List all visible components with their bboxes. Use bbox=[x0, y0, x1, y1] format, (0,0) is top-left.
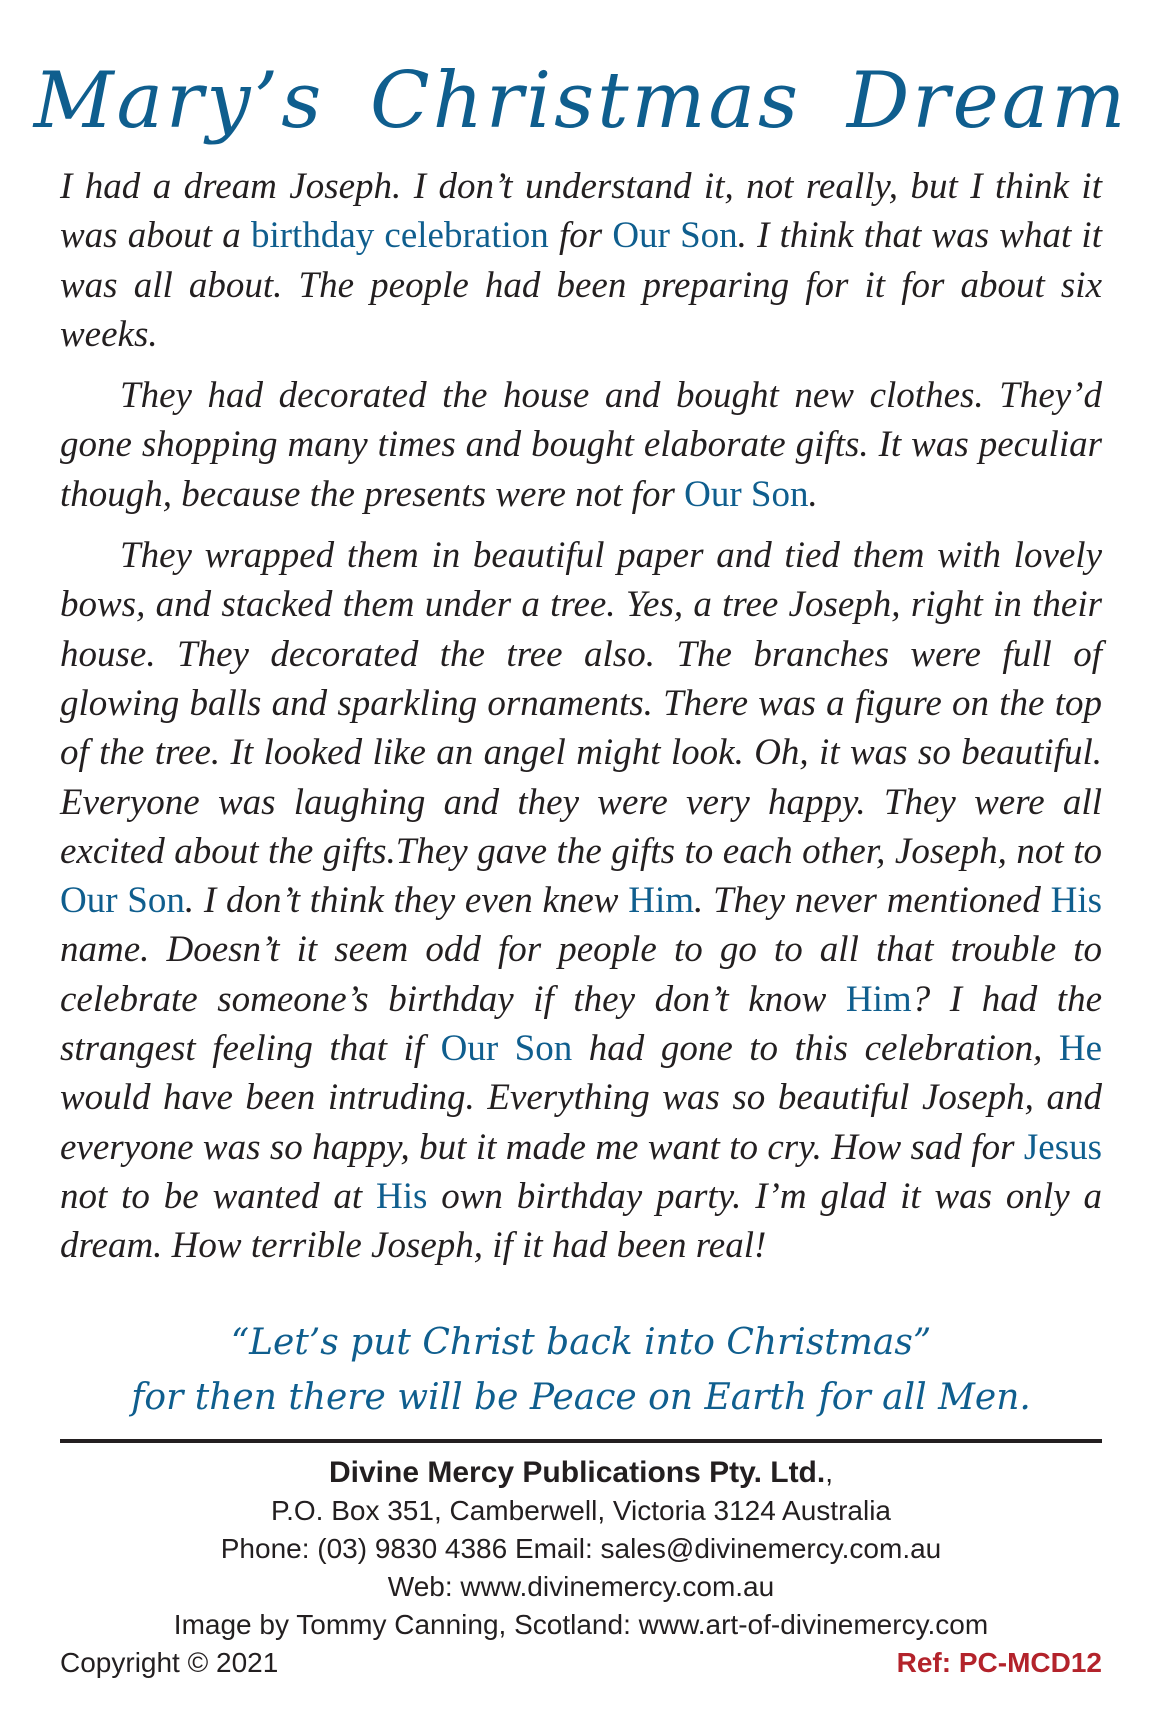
story-text: I had a dream Joseph. I don’t understand it, not really, but I think it was about a bbox=[60, 166, 1102, 257]
story-body bbox=[60, 162, 1102, 1283]
closing-quote bbox=[0, 1315, 1162, 1425]
highlighted-phrase: Our Son bbox=[612, 215, 738, 257]
story-paragraph bbox=[60, 531, 1102, 1270]
highlighted-phrase: birthday celebration bbox=[250, 215, 549, 257]
story-text: own birthday party. I’m glad it was only a dream. How terrible Joseph, if it had been real! bbox=[60, 1175, 1102, 1267]
highlighted-phrase: Our Son bbox=[60, 880, 185, 922]
highlighted-phrase: Our Son bbox=[440, 1028, 573, 1070]
quote-line-2: for then there will be Peace on Earth for all Men. bbox=[131, 1377, 1031, 1418]
story-text: They wrapped them in beautiful paper and tied them with lovely bows, and stacked them under a tree. Yes, a tree Joseph, right in their house. They decorated the tree also. The branches were full of glowing balls and sparkling ornaments. There was a figure on the top of the tree. It looked like an angel might look. Oh, it was so beautiful. Everyone was laughing and they were very happy. They were all excited about the gifts.They gave the gifts to each other, Joseph, not to bbox=[60, 535, 1102, 872]
card-title: Mary’s Christmas Dream bbox=[33, 56, 1129, 146]
highlighted-phrase: Our Son bbox=[684, 473, 809, 515]
story-text: They had decorated the house and bought new clothes. They’d gone shopping many times and bought elaborate gifts. It was peculiar though, because the presents were not for bbox=[60, 375, 1102, 515]
story-text: not to be wanted at bbox=[60, 1175, 376, 1217]
copyright-notice: Copyright © 2021 bbox=[60, 1647, 279, 1678]
publisher-contact: Phone: (03) 9830 4386 Email: sales@divinemercy.com.au bbox=[220, 1533, 942, 1564]
highlighted-phrase: His bbox=[375, 1175, 428, 1217]
story-text: . I don’t think they even knew bbox=[184, 880, 629, 922]
reference-code: Ref: PC-MCD12 bbox=[896, 1647, 1102, 1678]
story-paragraph bbox=[60, 162, 1102, 359]
publisher-name-suffix: , bbox=[825, 1457, 833, 1488]
highlighted-phrase: His bbox=[1050, 880, 1102, 922]
story-text: . I think that was what it was all about. The people had been preparing for it for about six weeks. bbox=[60, 215, 1102, 355]
publisher-address: P.O. Box 351, Camberwell, Victoria 3124 Australia bbox=[271, 1495, 891, 1526]
highlighted-phrase: Jesus bbox=[1023, 1126, 1102, 1168]
story-text: for bbox=[548, 215, 613, 257]
story-text: ? I had the strangest feeling that if bbox=[60, 978, 1102, 1070]
publisher-name: Divine Mercy Publications Pty. Ltd. bbox=[329, 1456, 826, 1489]
image-credit: Image by Tommy Canning, Scotland: www.art-of-divinemercy.com bbox=[173, 1609, 989, 1640]
highlighted-phrase: Him bbox=[628, 880, 695, 922]
highlighted-phrase: He bbox=[1058, 1028, 1103, 1070]
story-paragraph bbox=[60, 371, 1102, 519]
story-text: name. Doesn’t it seem odd for people to go to all that trouble to celebrate someone’s birthday if they don’t know bbox=[60, 929, 1102, 1020]
highlighted-phrase: Him bbox=[845, 978, 912, 1020]
story-text: . They never mentioned bbox=[694, 880, 1051, 922]
publisher-website: Web: www.divinemercy.com.au bbox=[387, 1571, 775, 1602]
publisher-footer bbox=[0, 1454, 1162, 1644]
story-text: would have been intruding. Everything was so beautiful Joseph, and everyone was so happy, but it made me want to cry. How sad for bbox=[60, 1077, 1102, 1168]
story-text: . bbox=[808, 473, 818, 515]
quote-line-1: “Let’s put Christ back into Christmas” bbox=[230, 1322, 932, 1363]
story-text: had gone to this celebration, bbox=[572, 1028, 1059, 1070]
divider-rule bbox=[60, 1439, 1102, 1443]
publisher-line bbox=[0, 1454, 1162, 1492]
